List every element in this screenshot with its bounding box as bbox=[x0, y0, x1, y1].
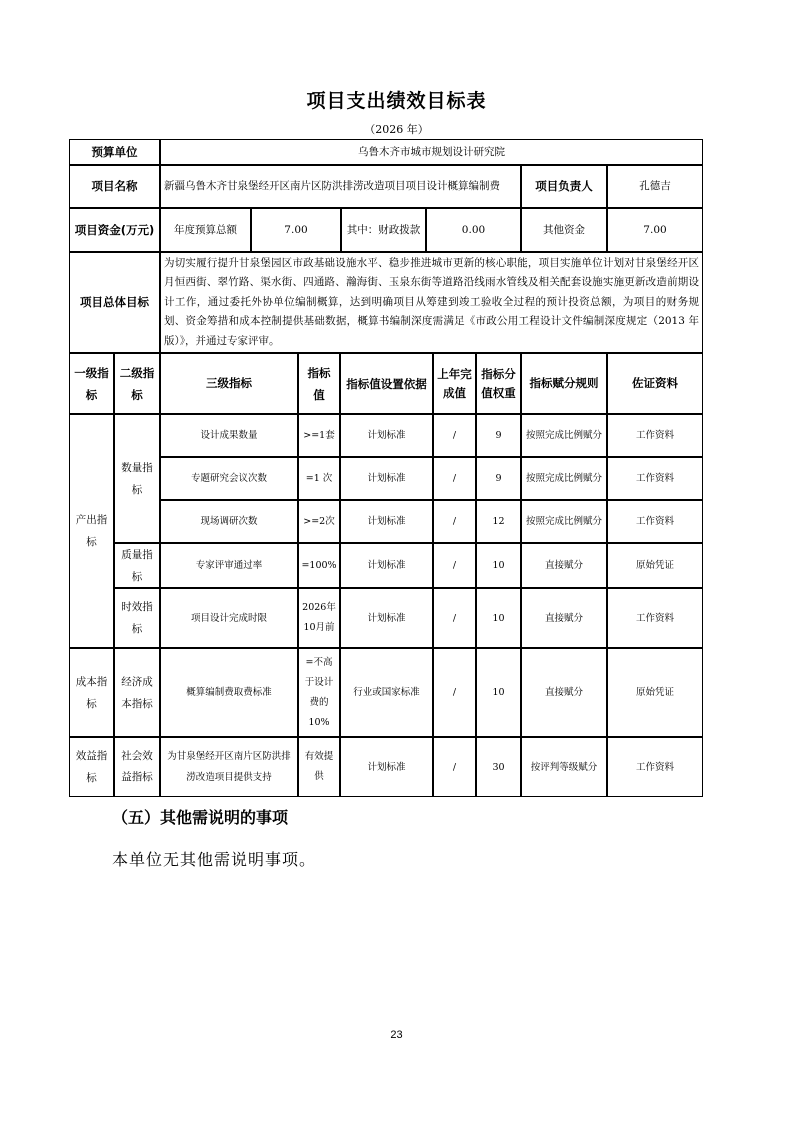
annual-budget-value: 7.00 bbox=[251, 208, 341, 252]
other-funds-value: 7.00 bbox=[607, 208, 703, 252]
funds-label: 项目资金(万元) bbox=[69, 208, 160, 252]
last-year-value: / bbox=[433, 457, 476, 500]
indicator-basis: 计划标准 bbox=[340, 588, 433, 648]
scoring-rule: 按评判等级赋分 bbox=[521, 737, 607, 797]
group-benefit: 效益指标 bbox=[69, 737, 114, 797]
evidence: 工作资料 bbox=[607, 737, 703, 797]
indicator-basis: 计划标准 bbox=[340, 500, 433, 543]
header-level2: 二级指标 bbox=[114, 353, 160, 414]
group-economic-cost: 经济成本指标 bbox=[114, 648, 160, 737]
evidence: 工作资料 bbox=[607, 588, 703, 648]
last-year-value: / bbox=[433, 648, 476, 737]
group-cost: 成本指标 bbox=[69, 648, 114, 737]
indicator-value: =不高于设计费的 10% bbox=[298, 648, 340, 737]
indicator-weight: 10 bbox=[476, 588, 521, 648]
header-level3: 三级指标 bbox=[160, 353, 298, 414]
scoring-rule: 直接赋分 bbox=[521, 648, 607, 737]
header-rule: 指标赋分规则 bbox=[521, 353, 607, 414]
project-name-label: 项目名称 bbox=[69, 165, 160, 208]
level3-indicator: 设计成果数量 bbox=[160, 414, 298, 457]
header-level1: 一级指标 bbox=[69, 353, 114, 414]
project-owner-value: 孔德吉 bbox=[607, 165, 703, 208]
indicator-basis: 行业或国家标准 bbox=[340, 648, 433, 737]
evidence: 原始凭证 bbox=[607, 543, 703, 588]
indicator-weight: 12 bbox=[476, 500, 521, 543]
indicator-basis: 计划标准 bbox=[340, 457, 433, 500]
evidence: 工作资料 bbox=[607, 457, 703, 500]
evidence: 原始凭证 bbox=[607, 648, 703, 737]
group-timeliness: 时效指标 bbox=[114, 588, 160, 648]
indicator-weight: 30 bbox=[476, 737, 521, 797]
indicator-weight: 9 bbox=[476, 457, 521, 500]
budget-unit-value: 乌鲁木齐市城市规划设计研究院 bbox=[160, 139, 703, 165]
scoring-rule: 直接赋分 bbox=[521, 588, 607, 648]
indicator-basis: 计划标准 bbox=[340, 414, 433, 457]
page-number: 23 bbox=[390, 1029, 403, 1041]
group-social-benefit: 社会效益指标 bbox=[114, 737, 160, 797]
budget-unit-label: 预算单位 bbox=[69, 139, 160, 165]
last-year-value: / bbox=[433, 588, 476, 648]
overall-goal-text: 为切实履行提升甘泉堡园区市政基础设施水平、稳步推进城市更新的核心职能，项目实施单位计划对甘泉堡经开区月恒西街、翠竹路、渠水街、四通路、瀚海街、玉泉东街等道路沿线雨水管线及相关配套设施实施更新改造前期设计工作，通过委托外协单位编制概算，达到明确项目从筹建到竣工验收全过程的预计投资总额，为项目的财务规划、资金筹措和成本控制提供基础数据，概算书编制深度需满足《市政公用工程设计文件编制深度规定（2013 年版）》，并通过专家评审。 bbox=[160, 252, 703, 353]
level3-indicator: 概算编制费取费标准 bbox=[160, 648, 298, 737]
indicator-value: 2026年10月前 bbox=[298, 588, 340, 648]
page-title: 项目支出绩效目标表 bbox=[306, 90, 487, 112]
level3-indicator: 专家评审通过率 bbox=[160, 543, 298, 588]
level3-indicator: 现场调研次数 bbox=[160, 500, 298, 543]
header-evidence: 佐证资料 bbox=[607, 353, 703, 414]
scoring-rule: 按照完成比例赋分 bbox=[521, 457, 607, 500]
project-name-value: 新疆乌鲁木齐甘泉堡经开区南片区防洪排涝改造项目项目设计概算编制费 bbox=[160, 165, 521, 208]
last-year-value: / bbox=[433, 737, 476, 797]
section-5-text: 本单位无其他需说明事项。 bbox=[112, 850, 317, 869]
year-label: （2026 年） bbox=[364, 123, 429, 136]
section-5-heading: （五）其他需说明的事项 bbox=[112, 808, 289, 827]
header-weight: 指标分值权重 bbox=[476, 353, 521, 414]
indicator-basis: 计划标准 bbox=[340, 737, 433, 797]
scoring-rule: 按照完成比例赋分 bbox=[521, 500, 607, 543]
evidence: 工作资料 bbox=[607, 500, 703, 543]
indicator-value: >=2次 bbox=[298, 500, 340, 543]
scoring-rule: 按照完成比例赋分 bbox=[521, 414, 607, 457]
header-value: 指标值 bbox=[298, 353, 340, 414]
indicator-basis: 计划标准 bbox=[340, 543, 433, 588]
indicator-weight: 9 bbox=[476, 414, 521, 457]
level3-indicator: 专题研究会议次数 bbox=[160, 457, 298, 500]
scoring-rule: 直接赋分 bbox=[521, 543, 607, 588]
level3-indicator: 项目设计完成时限 bbox=[160, 588, 298, 648]
last-year-value: / bbox=[433, 543, 476, 588]
fiscal-funds-label: 其中：财政拨款 bbox=[341, 208, 426, 252]
group-quality: 质量指标 bbox=[114, 543, 160, 588]
fiscal-funds-value: 0.00 bbox=[426, 208, 521, 252]
indicator-weight: 10 bbox=[476, 543, 521, 588]
level3-indicator: 为甘泉堡经开区南片区防洪排涝改造项目提供支持 bbox=[160, 737, 298, 797]
evidence: 工作资料 bbox=[607, 414, 703, 457]
indicator-value: 有效提供 bbox=[298, 737, 340, 797]
indicator-value: =1 次 bbox=[298, 457, 340, 500]
indicator-value: =100% bbox=[298, 543, 340, 588]
project-owner-label: 项目负责人 bbox=[521, 165, 607, 208]
performance-table bbox=[69, 139, 703, 797]
header-last-year: 上年完成值 bbox=[433, 353, 476, 414]
overall-goal-label: 项目总体目标 bbox=[69, 252, 160, 353]
annual-budget-label: 年度预算总额 bbox=[160, 208, 251, 252]
indicator-weight: 10 bbox=[476, 648, 521, 737]
header-basis: 指标值设置依据 bbox=[340, 353, 433, 414]
other-funds-label: 其他资金 bbox=[521, 208, 607, 252]
group-quantity: 数量指标 bbox=[114, 414, 160, 543]
last-year-value: / bbox=[433, 500, 476, 543]
group-output: 产出指标 bbox=[69, 414, 114, 648]
indicator-value: >=1套 bbox=[298, 414, 340, 457]
last-year-value: / bbox=[433, 414, 476, 457]
